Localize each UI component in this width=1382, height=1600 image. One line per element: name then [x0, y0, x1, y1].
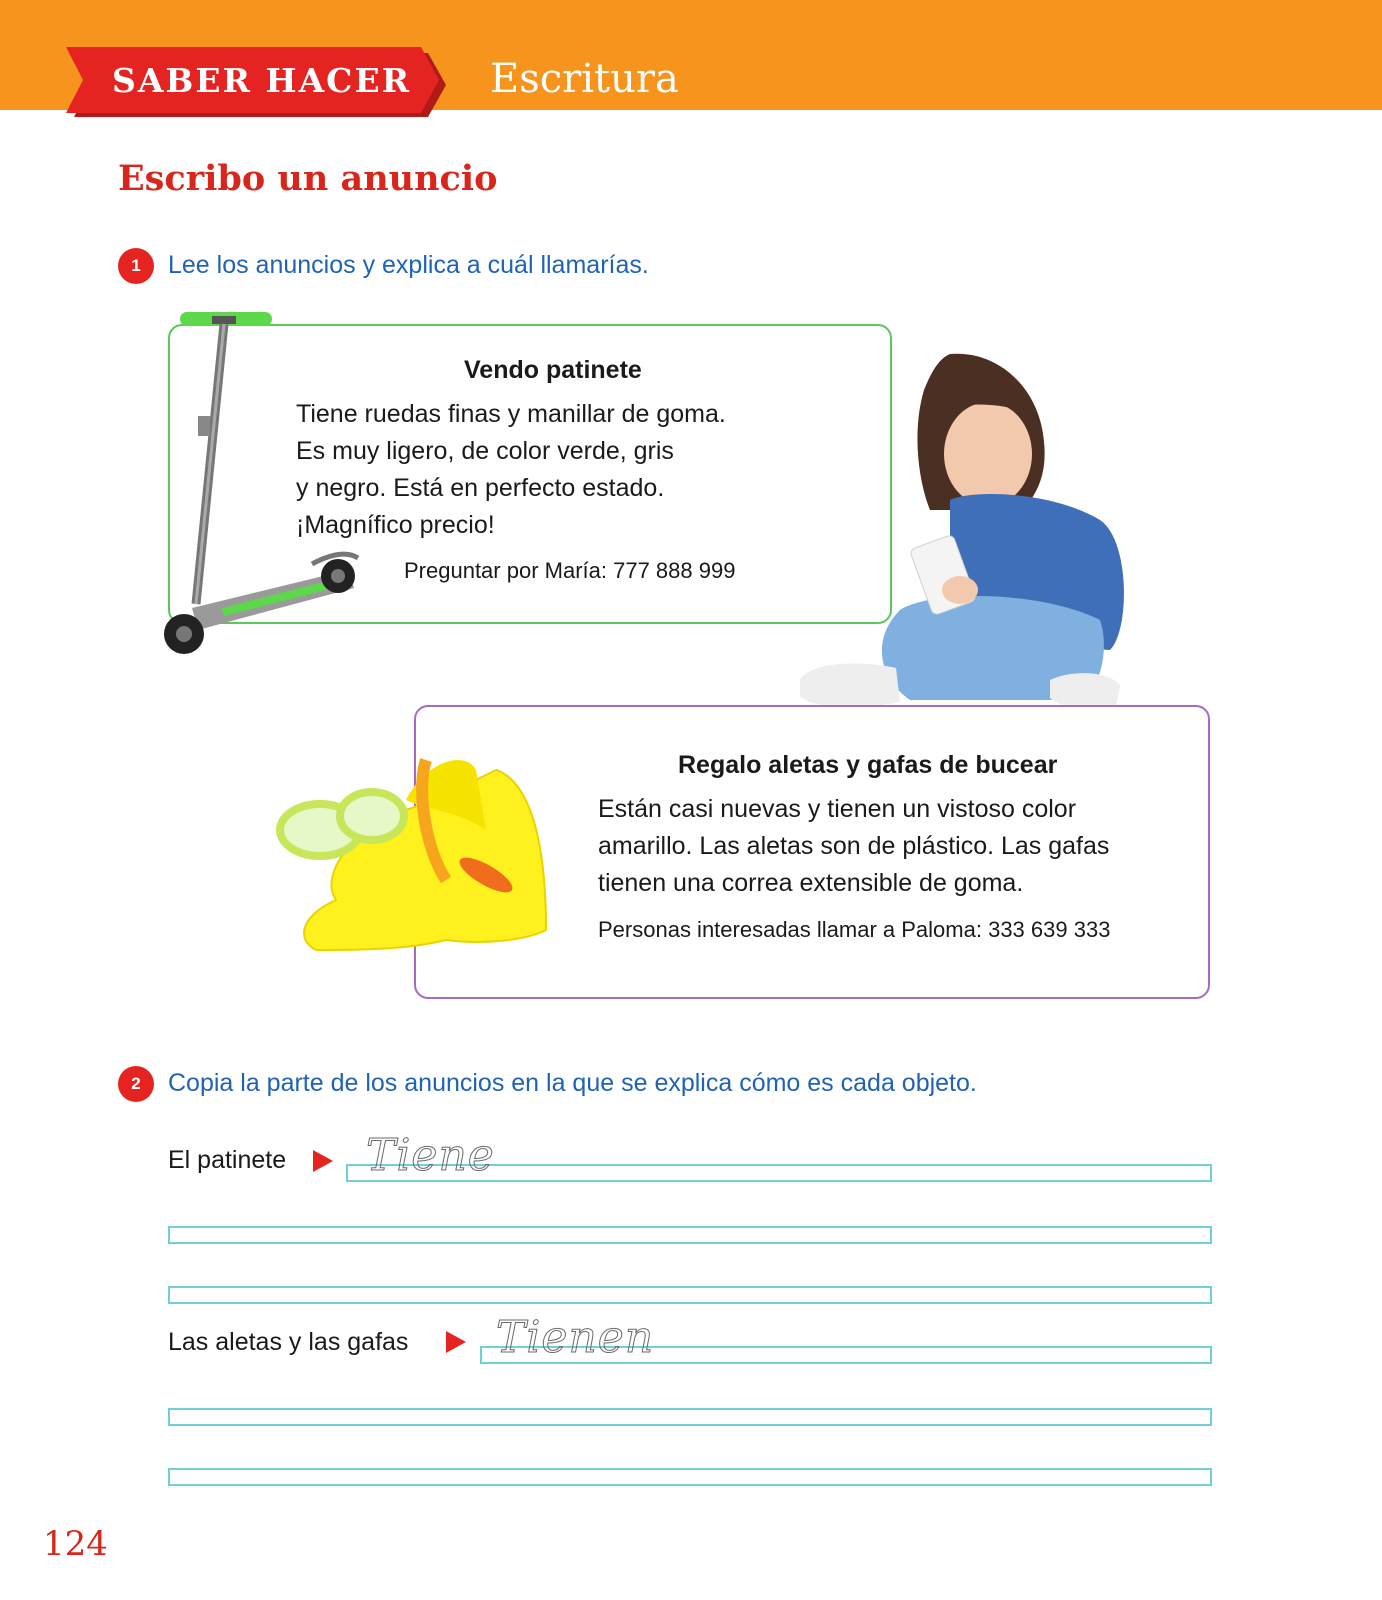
activity-2-number: 2 [118, 1066, 154, 1102]
activity-2-instruction: Copia la parte de los anuncios en la que se explica cómo es cada objeto. [168, 1069, 977, 1097]
fins-and-goggles-illustration [276, 740, 566, 970]
arrow-right-icon [446, 1331, 466, 1353]
snorkel-ad-contact: Personas interesadas llamar a Paloma: 333 639 333 [598, 917, 1111, 942]
snorkel-ad-line: amarillo. Las aletas son de plástico. Las gafas [598, 832, 1110, 860]
tracing-word: Tienen [496, 1312, 655, 1363]
writing-line[interactable] [168, 1226, 1212, 1244]
snorkel-ad-line: Están casi nuevas y tienen un vistoso color [598, 795, 1077, 823]
patinete-label: El patinete [168, 1146, 287, 1174]
badge-label: SABER HACER [112, 61, 412, 100]
saber-hacer-badge [66, 47, 456, 119]
girl-with-phone-illustration [800, 350, 1140, 720]
activity-1-number: 1 [118, 248, 154, 284]
scooter-ad-line: Tiene ruedas finas y manillar de goma. [296, 400, 726, 428]
activity-1-instruction: Lee los anuncios y explica a cuál llamarías. [168, 251, 649, 279]
page-number: 124 [43, 1524, 108, 1564]
scooter-ad-contact: Preguntar por María: 777 888 999 [404, 558, 736, 583]
snorkel-ad-body [598, 791, 1109, 902]
arrow-right-icon [313, 1150, 333, 1172]
scooter-illustration [162, 308, 372, 664]
writing-line[interactable] [168, 1286, 1212, 1304]
page-title: Escribo un anuncio [118, 158, 498, 199]
tracing-word: Tiene [366, 1130, 495, 1181]
scooter-ad-line: y negro. Está en perfecto estado. [296, 474, 665, 502]
aletas-gafas-label: Las aletas y las gafas [168, 1328, 409, 1356]
scooter-ad-line: Es muy ligero, de color verde, gris [296, 437, 674, 465]
snorkel-ad-line: tienen una correa extensible de goma. [598, 869, 1024, 897]
section-title: Escritura [490, 56, 679, 102]
scooter-ad-line: ¡Magnífico precio! [296, 511, 495, 539]
writing-line[interactable] [168, 1468, 1212, 1486]
writing-line[interactable] [168, 1408, 1212, 1426]
scooter-ad-title: Vendo patinete [464, 356, 642, 384]
snorkel-ad-title: Regalo aletas y gafas de bucear [678, 751, 1058, 779]
